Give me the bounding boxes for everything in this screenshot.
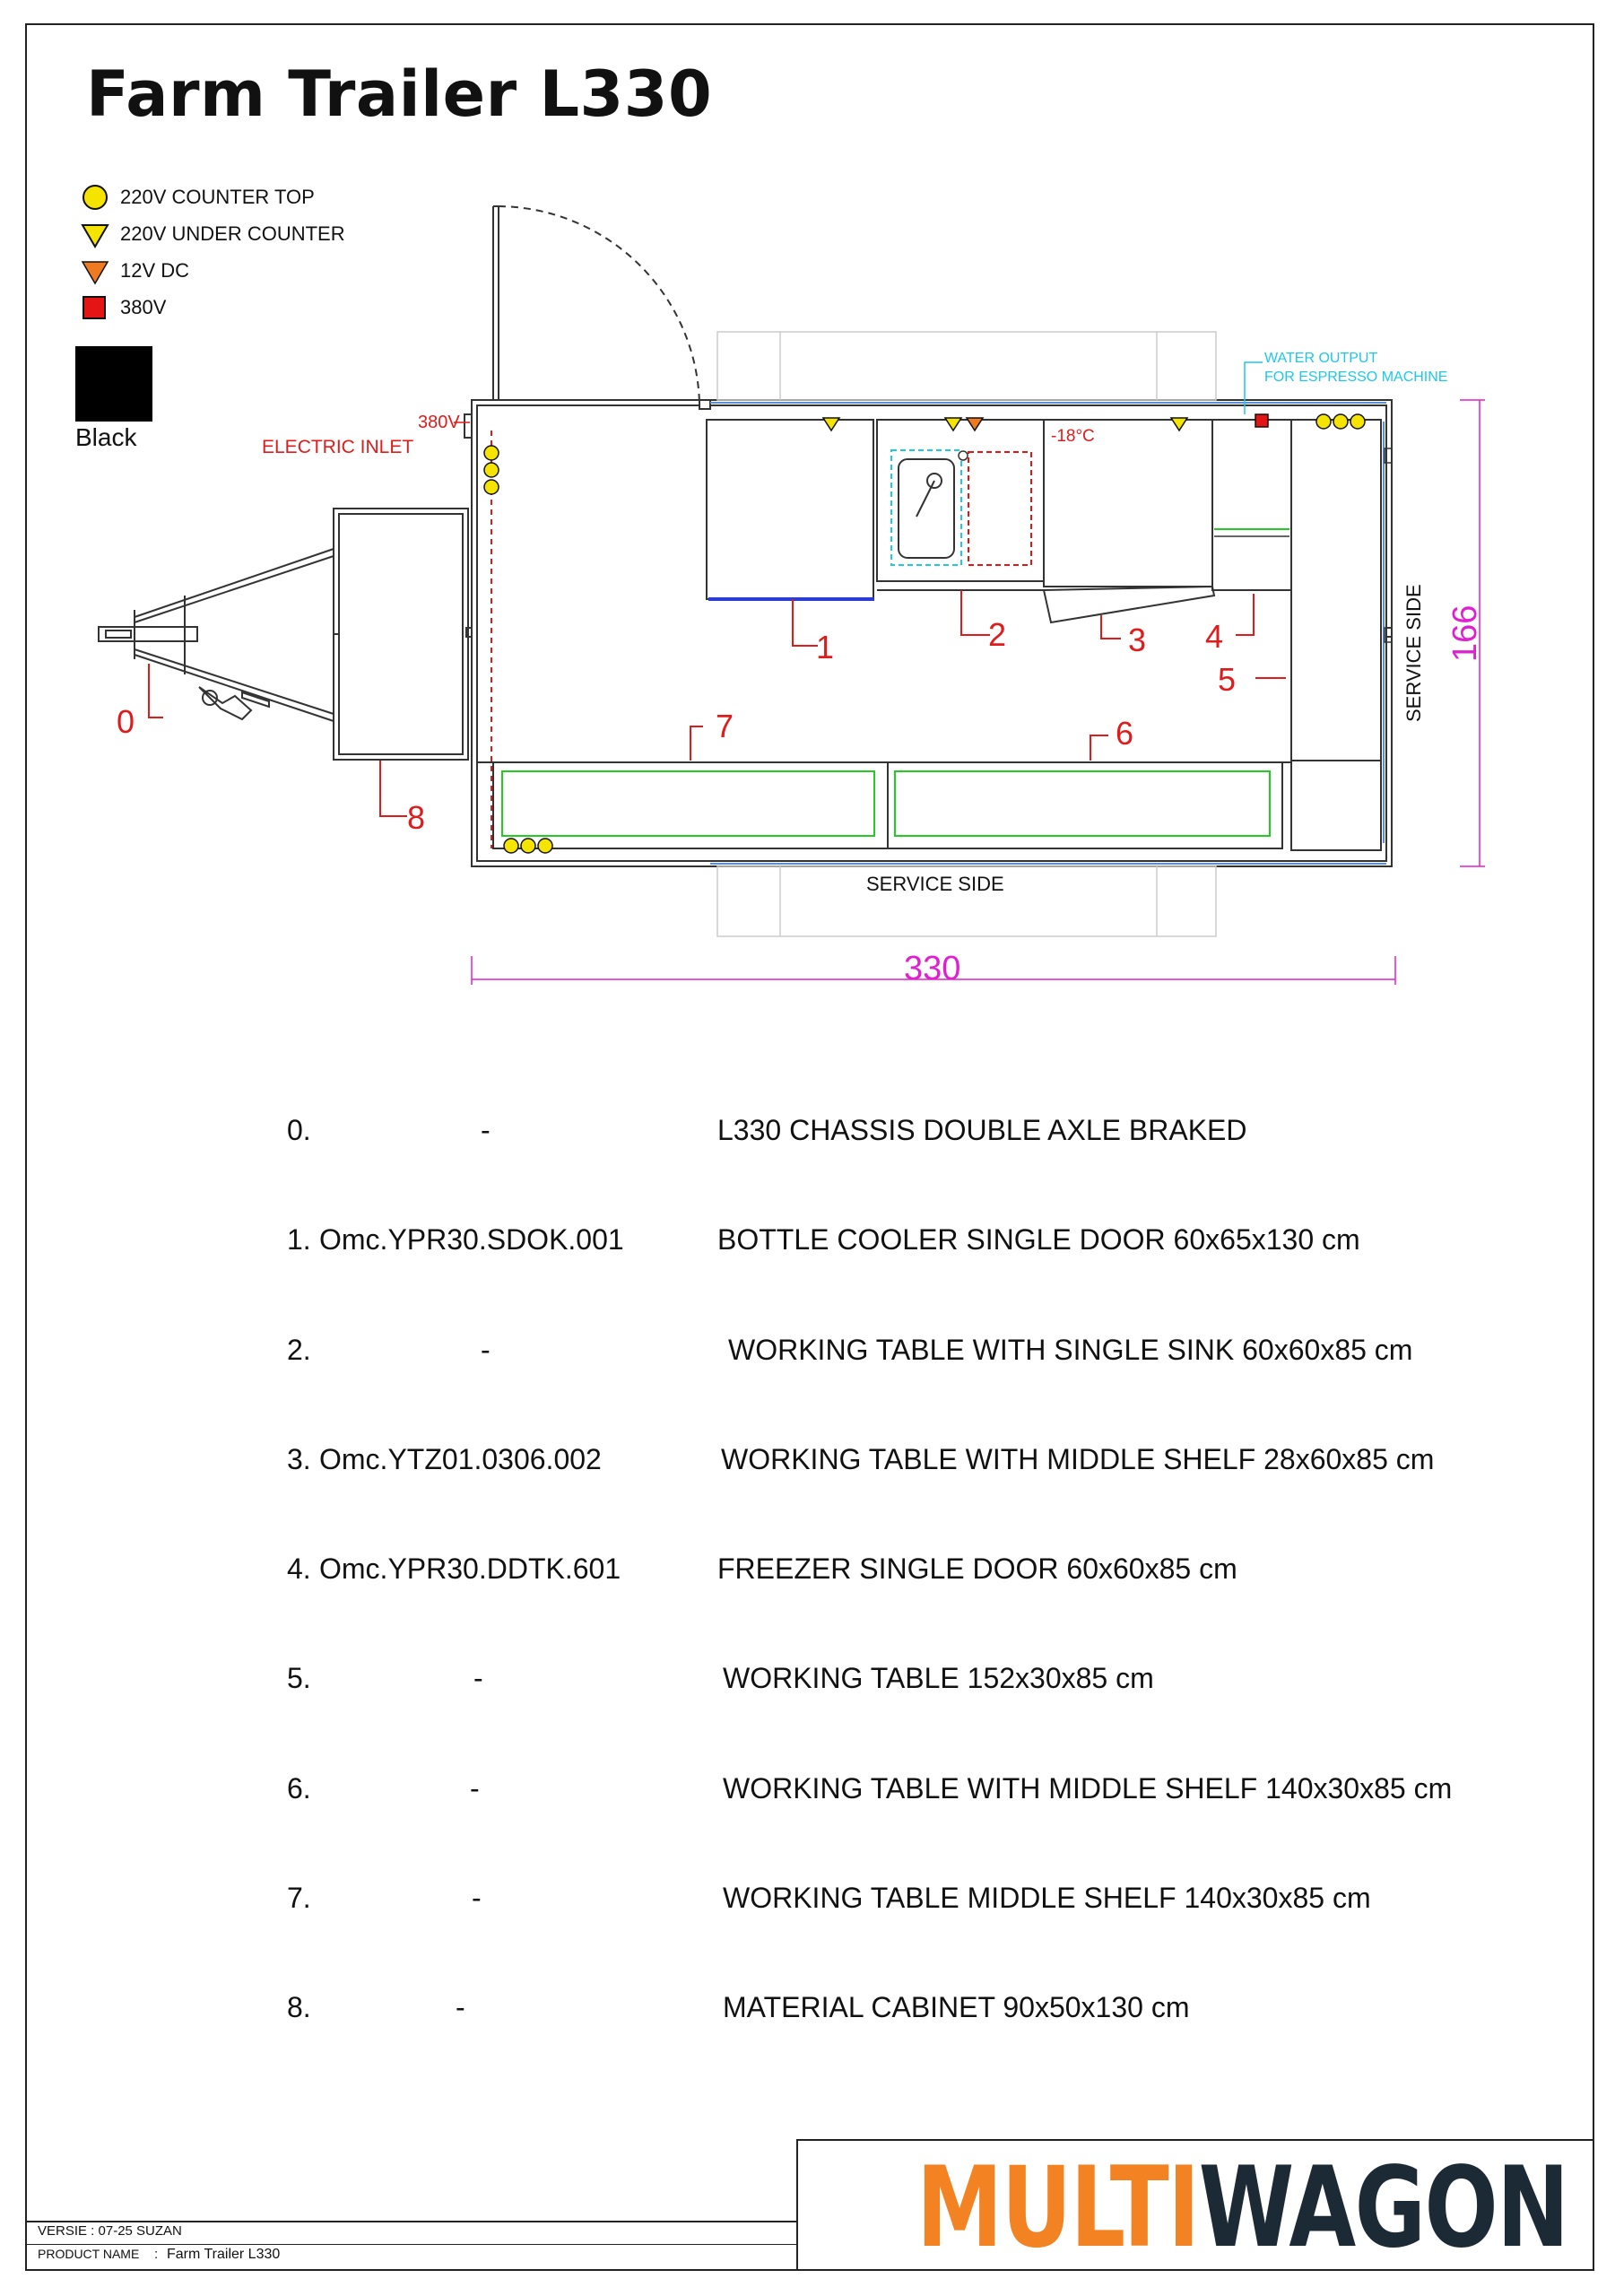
product-name-label: PRODUCT NAME [38,2247,140,2261]
list-item [287,1761,1542,1871]
product-name-value: Farm Trailer L330 [167,2247,281,2262]
callout-1: 1 [816,629,835,665]
callout-numbers [117,616,1236,836]
bottle-cooler [707,420,873,599]
drawing-title: Farm Trailer L330 [86,57,713,131]
item-code: Omc.YTZ01.0306.002 [319,1442,602,1475]
item-description: MATERIAL CABINET 90x50x130 cm [723,1991,1190,2024]
outlet-220v-counter-icon [484,480,499,494]
legend-label: 12V DC [120,259,190,282]
item-description: WORKING TABLE WITH MIDDLE SHELF 28x60x85 cm [721,1442,1435,1475]
item-description: WORKING TABLE 152x30x85 cm [723,1662,1154,1695]
item-description: WORKING TABLE WITH SINGLE SINK 60x60x85 cm [728,1333,1413,1366]
outlet-220v-counter-icon [1333,414,1348,429]
dimension-length-value: 330 [904,950,961,987]
water-output-line1: WATER OUTPUT [1264,351,1378,366]
item-number: 5. [287,1662,311,1695]
middle-shelf-door [1044,587,1214,622]
outlet-220v-counter-icon [1350,414,1365,429]
callout-4: 4 [1205,618,1224,655]
freezer [1212,420,1291,590]
water-output-line2: FOR ESPRESSO MACHINE [1264,370,1448,385]
logo-part-wagon: WAGON [1198,2144,1568,2273]
callout-2: 2 [988,616,1007,653]
item-code: - [470,1771,480,1805]
list-item [287,1871,1542,1980]
sink-basin [899,459,954,558]
callout-3: 3 [1128,622,1147,658]
legend-label: 380V [120,296,167,318]
list-item [287,1542,1542,1651]
equipment-list [287,1103,1542,2091]
list-item [287,1213,1542,1322]
legend-label: 220V UNDER COUNTER [120,222,345,245]
material-cabinet [334,509,468,760]
list-item [287,1323,1542,1432]
service-side-right-label: SERVICE SIDE [1402,584,1425,722]
item-code: - [472,1882,482,1915]
item-code: Omc.YPR30.SDOK.001 [319,1223,624,1257]
callout-7: 7 [716,708,734,744]
item-code: - [481,1114,491,1146]
service-side-bottom-label: SERVICE SIDE [866,873,1004,895]
outlet-220v-counter-icon [484,446,499,460]
item-number: 1. [287,1223,311,1257]
item-number: 7. [287,1882,311,1915]
outlet-220v-under-icon [945,418,961,430]
title-block-divider [25,2244,796,2245]
counter-top-row [707,420,1392,850]
item-description: BOTTLE COOLER SINGLE DOOR 60x65x130 cm [717,1223,1360,1257]
floor-plan [0,0,1615,1013]
outlet-220v-counter-icon [504,839,518,853]
item-description: FREEZER SINGLE DOOR 60x60x85 cm [717,1552,1237,1586]
color-swatch-label: Black [75,423,137,451]
counter-bottom-row [477,762,1291,848]
callout-leaders [149,590,1286,816]
item-description: WORKING TABLE MIDDLE SHELF 140x30x85 cm [723,1882,1371,1915]
version-label: VERSIE : 07-25 SUZAN [38,2223,182,2239]
outlet-380v-icon [1255,414,1268,427]
outlet-220v-counter-icon [1316,414,1331,429]
trailer-drawbar [99,549,334,721]
item-number: 6. [287,1771,311,1805]
item-number: 2. [287,1333,311,1366]
outlet-220v-under-icon [823,418,839,430]
outlets [484,414,1365,853]
item-code: - [473,1662,483,1695]
freezer-temp: -18°C [1051,427,1095,446]
legend-label: 220V COUNTER TOP [120,186,315,208]
title-block-divider [25,2221,796,2222]
outlet-12v-dc-icon [967,418,983,430]
item-number: 3. [287,1442,311,1475]
callout-0: 0 [117,703,135,740]
item-code: Omc.YPR30.DDTK.601 [319,1552,621,1586]
list-item [287,1651,1542,1761]
logo-part-multi: MULTI [916,2144,1199,2273]
item-code: - [481,1333,491,1366]
entrance-door [493,206,710,409]
item-number: 4. [287,1552,311,1586]
list-item [287,1980,1542,2090]
list-item [287,1103,1542,1213]
working-table-side [1291,420,1381,761]
trailer-body [465,400,1392,866]
callout-8: 8 [407,799,426,836]
item-code: - [456,1991,465,2024]
list-item [287,1432,1542,1542]
electric-inlet-note [262,413,470,457]
sink-outline [891,450,961,565]
service-hatch-top [717,332,1216,400]
item-description: L330 CHASSIS DOUBLE AXLE BRAKED [717,1114,1247,1146]
multiwagon-logo [916,2144,1568,2273]
outlet-220v-counter-icon [521,839,535,853]
item-number: 0. [287,1114,311,1146]
item-description: WORKING TABLE WITH MIDDLE SHELF 140x30x85 cm [723,1771,1453,1805]
inlet-voltage: 380V [418,413,460,432]
item-number: 8. [287,1991,311,2024]
product-name-separator: : [154,2247,159,2262]
dimension-width-value: 166 [1446,604,1484,662]
service-windows [710,403,1386,864]
outlet-220v-counter-icon [538,839,552,853]
inlet-label: ELECTRIC INLET [262,437,414,457]
outlet-220v-counter-icon [484,463,499,477]
callout-6: 6 [1116,715,1134,752]
sink-cabinet-outline [968,452,1031,565]
outlet-220v-under-icon [1171,418,1187,430]
callout-5: 5 [1218,661,1237,698]
